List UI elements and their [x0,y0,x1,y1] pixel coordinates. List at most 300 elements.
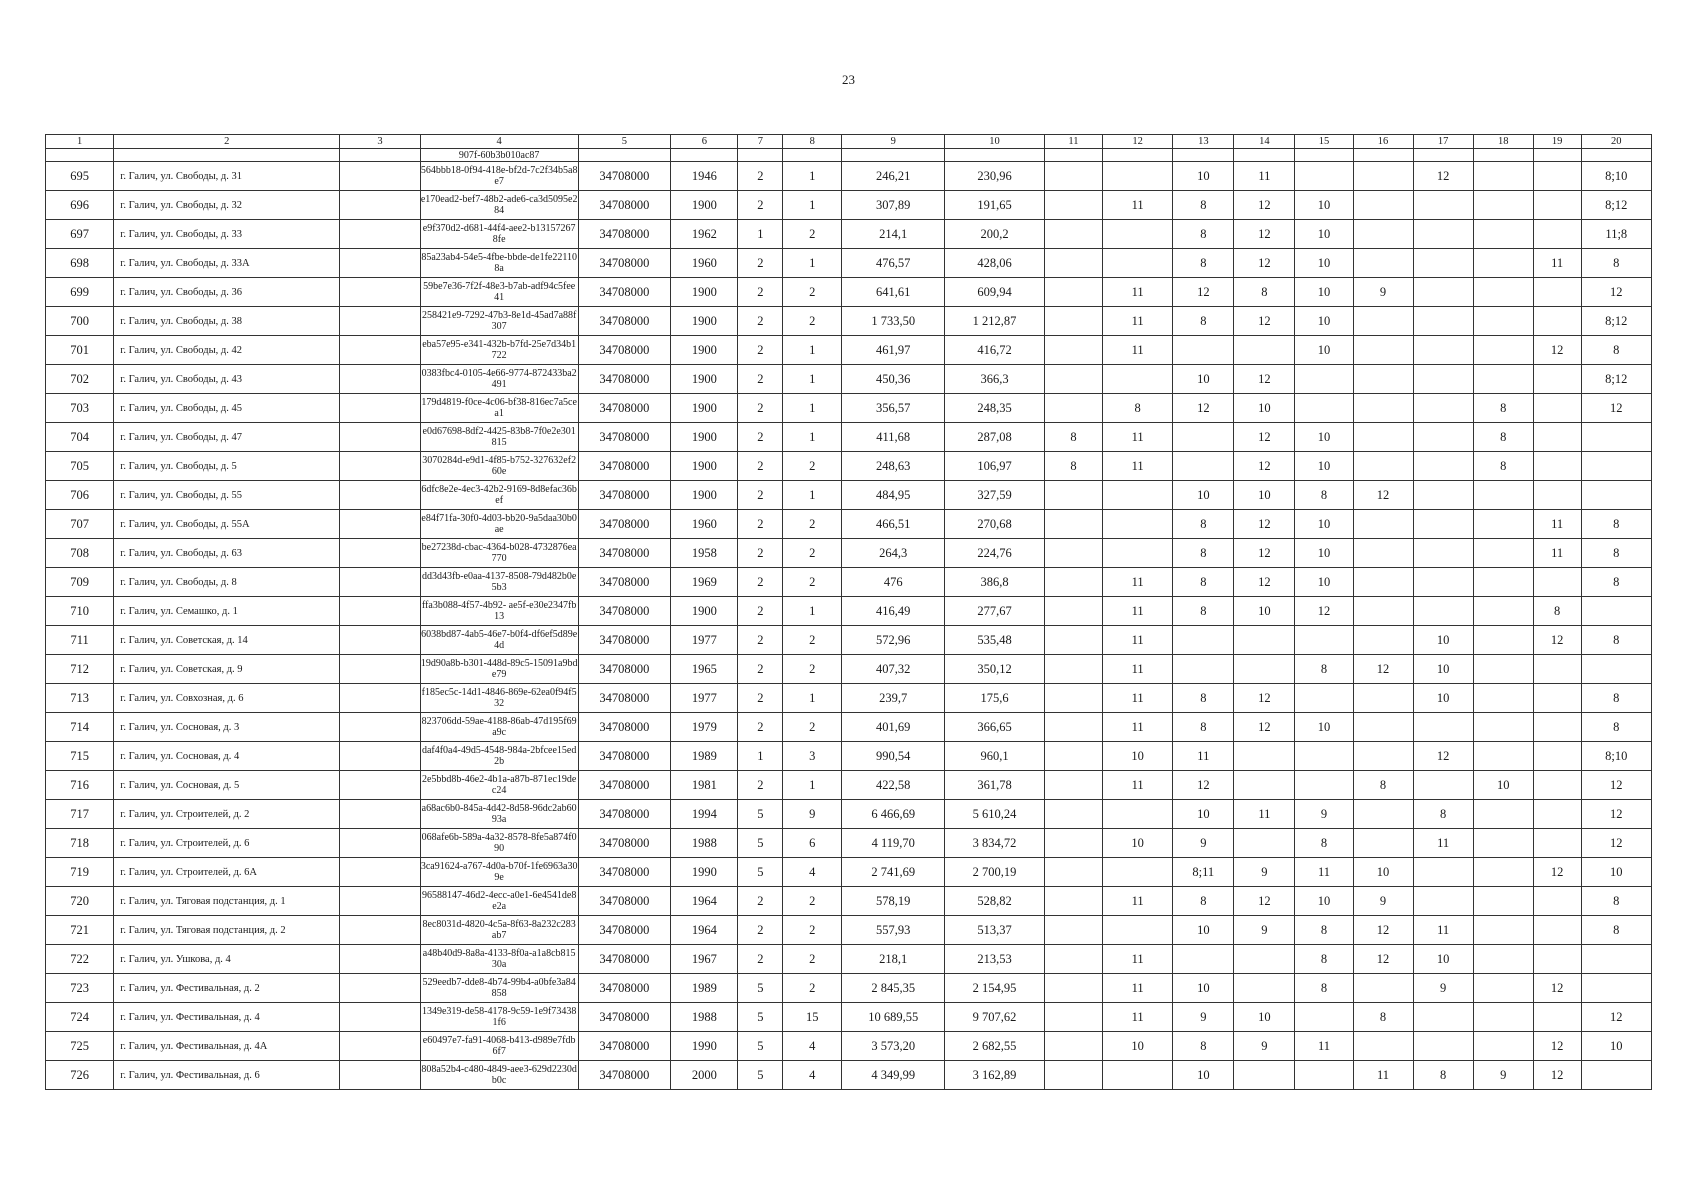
row-number-cell: 707 [46,510,114,539]
address-cell: г. Галич, ул. Свободы, д. 31 [114,162,340,191]
row-number-cell: 700 [46,307,114,336]
table-cell [1581,149,1651,162]
table-cell: 11 [1234,162,1295,191]
table-cell: 3 [783,742,842,771]
table-row [46,249,1652,278]
table-cell: 1962 [671,220,738,249]
table-cell: 10 [1173,481,1234,510]
table-cell: 10 [1234,597,1295,626]
table-cell [1103,1061,1173,1090]
table-cell: 264,3 [842,539,945,568]
guid-cell: e170ead2-bef7-48b2-ade6-ca3d5095e284 [420,191,578,220]
table-cell [1173,423,1234,452]
table-cell: 386,8 [945,568,1045,597]
table-cell [1533,1003,1581,1032]
table-cell: 641,61 [842,278,945,307]
table-cell [1295,771,1353,800]
address-cell: г. Галич, ул. Строителей, д. 6А [114,858,340,887]
table-cell: 1 [783,423,842,452]
table-cell: 366,3 [945,365,1045,394]
table-cell: 1960 [671,249,738,278]
table-cell: 2 [738,568,783,597]
table-cell: 1960 [671,510,738,539]
table-cell: 12 [1353,655,1413,684]
table-cell [1473,220,1533,249]
table-cell: 218,1 [842,945,945,974]
table-row [46,336,1652,365]
table-cell: 11 [1103,945,1173,974]
table-cell [1353,713,1413,742]
table-cell: 8 [1533,597,1581,626]
table-cell: 4 [783,1032,842,1061]
table-cell: 8 [1581,510,1651,539]
address-cell: г. Галич, ул. Сосновая, д. 5 [114,771,340,800]
table-cell: 2 741,69 [842,858,945,887]
row-number-cell: 719 [46,858,114,887]
table-cell: 2 [738,713,783,742]
table-cell [1295,1003,1353,1032]
table-header [46,135,1652,149]
table-cell [1103,481,1173,510]
address-cell: г. Галич, ул. Фестивальная, д. 4 [114,1003,340,1032]
table-cell [1581,452,1651,481]
table-cell: 8 [1295,974,1353,1003]
table-cell [340,887,420,916]
row-number-cell: 722 [46,945,114,974]
table-cell [1413,278,1473,307]
table-cell: 10 [1295,191,1353,220]
table-cell: 34708000 [578,800,671,829]
table-cell: 1969 [671,568,738,597]
table-row [46,597,1652,626]
table-cell: 350,12 [945,655,1045,684]
table-cell [1533,568,1581,597]
table-cell [1353,394,1413,423]
table-cell [1353,307,1413,336]
table-cell: 10 [1173,974,1234,1003]
table-cell: 1 [783,336,842,365]
table-cell [1473,162,1533,191]
table-cell: 34708000 [578,336,671,365]
table-cell: 8;12 [1581,365,1651,394]
table-cell: 461,97 [842,336,945,365]
table-cell: 1 [783,481,842,510]
table-cell [1173,336,1234,365]
table-cell [340,858,420,887]
table-cell: 10 [1173,162,1234,191]
table-cell: 2 [738,307,783,336]
table-cell: 10 [1473,771,1533,800]
table-cell [1234,1061,1295,1090]
table-cell: 411,68 [842,423,945,452]
table-cell: 34708000 [578,858,671,887]
guid-cell: 2e5bbd8b-46e2-4b1a-a87b-871ec19dec24 [420,771,578,800]
table-cell: 11 [1103,597,1173,626]
table-cell: 3 834,72 [945,829,1045,858]
table-cell: 4 [783,858,842,887]
row-number-cell: 699 [46,278,114,307]
table-row [46,365,1652,394]
table-cell: 3 573,20 [842,1032,945,1061]
table-cell [1234,626,1295,655]
data-table [45,134,1652,1090]
table-cell: 10 [1295,568,1353,597]
table-cell: 11 [1103,887,1173,916]
table-cell: 10 [1353,858,1413,887]
row-number-cell: 726 [46,1061,114,1090]
table-cell [1103,249,1173,278]
table-cell: 12 [1581,278,1651,307]
table-cell: 11 [1295,858,1353,887]
table-cell [1103,800,1173,829]
table-cell [340,149,420,162]
table-cell: 578,19 [842,887,945,916]
table-cell [1473,742,1533,771]
column-header-8: 8 [783,135,842,149]
column-header-20: 20 [1581,135,1651,149]
table-cell: 34708000 [578,307,671,336]
table-cell [1473,945,1533,974]
row-number-cell: 703 [46,394,114,423]
table-cell: 2 [783,307,842,336]
table-cell: 11 [1103,336,1173,365]
table-cell: 34708000 [578,829,671,858]
address-cell: г. Галич, ул. Свободы, д. 33А [114,249,340,278]
table-cell: 2 [738,249,783,278]
table-cell: 2 [738,510,783,539]
table-cell [1234,974,1295,1003]
guid-cell: f185ec5c-14d1-4846-869e-62ea0f94f532 [420,684,578,713]
table-cell: 8 [1173,510,1234,539]
table-cell [1295,365,1353,394]
address-cell: г. Галич, ул. Свободы, д. 43 [114,365,340,394]
table-row [46,568,1652,597]
table-cell [1353,220,1413,249]
table-cell [1044,597,1102,626]
table-cell: 1 [783,394,842,423]
table-cell: 1900 [671,307,738,336]
table-cell [945,149,1045,162]
table-cell: 8 [1173,597,1234,626]
table-cell: 1 733,50 [842,307,945,336]
table-cell: 2 700,19 [945,858,1045,887]
table-cell: 8;10 [1581,162,1651,191]
table-cell [1581,423,1651,452]
table-cell: 11 [1295,1032,1353,1061]
table-cell [340,597,420,626]
table-cell: 1 [783,191,842,220]
table-cell [1353,800,1413,829]
table-cell [1473,568,1533,597]
table-cell: 10 [1103,829,1173,858]
table-cell [1044,887,1102,916]
table-cell: 8 [1473,394,1533,423]
table-cell [1044,336,1102,365]
table-cell [1473,149,1533,162]
table-cell: 2 [783,452,842,481]
table-cell: 12 [1533,626,1581,655]
guid-cell: 6dfc8e2e-4ec3-42b2-9169-8d8efac36bef [420,481,578,510]
table-cell: 12 [1533,858,1581,887]
guid-cell: 068afe6b-589a-4a32-8578-8fe5a874f090 [420,829,578,858]
table-cell: 466,51 [842,510,945,539]
table-cell: 12 [1173,278,1234,307]
table-cell: 2 [738,684,783,713]
table-row [46,423,1652,452]
table-cell: 5 [738,829,783,858]
table-cell [1413,713,1473,742]
table-cell: 12 [1353,945,1413,974]
table-cell: 5 [738,800,783,829]
table-cell: 34708000 [578,249,671,278]
table-cell: 2 [783,974,842,1003]
table-cell: 34708000 [578,887,671,916]
table-cell [1044,829,1102,858]
table-cell: 609,94 [945,278,1045,307]
table-cell [1473,626,1533,655]
table-cell [1581,481,1651,510]
table-cell: 175,6 [945,684,1045,713]
table-cell [1413,858,1473,887]
table-cell: 12 [1234,684,1295,713]
table-cell: 11 [1103,191,1173,220]
row-number-cell: 724 [46,1003,114,1032]
table-cell [340,626,420,655]
column-header-19: 19 [1533,135,1581,149]
table-cell [1234,336,1295,365]
table-cell: 9 [1234,1032,1295,1061]
table-cell [1044,191,1102,220]
table-row [46,510,1652,539]
table-cell: 11;8 [1581,220,1651,249]
address-cell: г. Галич, ул. Ушкова, д. 4 [114,945,340,974]
table-cell: 2 [783,887,842,916]
table-row [46,394,1652,423]
table-cell: 513,37 [945,916,1045,945]
table-cell [340,568,420,597]
table-cell: 8 [1295,916,1353,945]
address-cell: г. Галич, ул. Строителей, д. 6 [114,829,340,858]
table-cell: 11 [1413,829,1473,858]
table-row [46,220,1652,249]
table-cell [1234,149,1295,162]
guid-cell: 823706dd-59ae-4188-86ab-47d195f69a9c [420,713,578,742]
row-number-cell: 715 [46,742,114,771]
table-cell [1044,307,1102,336]
guid-cell: 179d4819-f0ce-4c06-bf38-816ec7a5cea1 [420,394,578,423]
table-cell: 15 [783,1003,842,1032]
table-cell: 9 [1295,800,1353,829]
table-cell: 11 [1103,713,1173,742]
table-row [46,307,1652,336]
table-cell: 34708000 [578,162,671,191]
row-number-cell: 725 [46,1032,114,1061]
table-cell: 11 [1103,655,1173,684]
column-header-16: 16 [1353,135,1413,149]
table-cell: 9 [783,800,842,829]
table-cell: 2 [738,655,783,684]
table-cell: 10 [1295,307,1353,336]
table-cell [340,1061,420,1090]
table-cell: 10 [1234,1003,1295,1032]
table-cell: 248,63 [842,452,945,481]
row-number-cell: 710 [46,597,114,626]
table-cell: 8 [1413,1061,1473,1090]
table-cell [340,365,420,394]
table-cell: 11 [1103,307,1173,336]
table-cell [1044,278,1102,307]
table-cell [1533,713,1581,742]
table-cell [1295,742,1353,771]
table-cell: 12 [1234,887,1295,916]
table-cell: 12 [1533,1032,1581,1061]
column-header-15: 15 [1295,135,1353,149]
row-number-cell: 717 [46,800,114,829]
table-cell: 8 [1173,220,1234,249]
table-cell: 12 [1234,307,1295,336]
table-row [46,829,1652,858]
table-cell: 2 [738,945,783,974]
table-cell: 2 [783,220,842,249]
table-cell [1353,684,1413,713]
table-cell: 10 [1295,539,1353,568]
table-cell [1295,149,1353,162]
table-cell [1353,597,1413,626]
table-cell: 12 [1234,510,1295,539]
table-cell: 428,06 [945,249,1045,278]
table-cell: 8 [1103,394,1173,423]
table-cell: 1 [783,597,842,626]
table-cell: 5 [738,974,783,1003]
table-cell: 9 [1173,829,1234,858]
table-cell [340,162,420,191]
table-cell [1353,162,1413,191]
table-cell: 11 [1533,539,1581,568]
table-cell [1353,742,1413,771]
table-cell: 34708000 [578,655,671,684]
table-cell: 34708000 [578,597,671,626]
table-row [46,1032,1652,1061]
table-cell: 8 [1295,945,1353,974]
table-cell [1473,916,1533,945]
address-cell: г. Галич, ул. Свободы, д. 33 [114,220,340,249]
table-cell [1173,149,1234,162]
table-cell: 12 [1234,191,1295,220]
table-cell [1533,655,1581,684]
table-cell [1473,1003,1533,1032]
table-cell: 1946 [671,162,738,191]
table-cell [1413,887,1473,916]
address-cell: г. Галич, ул. Строителей, д. 2 [114,800,340,829]
table-cell [1044,149,1102,162]
column-header-10: 10 [945,135,1045,149]
table-cell: 12 [1413,162,1473,191]
table-cell: 1900 [671,481,738,510]
table-cell: 2 845,35 [842,974,945,1003]
table-cell [1473,191,1533,220]
table-cell [1234,829,1295,858]
table-cell: 8 [1473,423,1533,452]
table-cell [340,1003,420,1032]
table-cell: 2 [783,945,842,974]
table-cell: 416,49 [842,597,945,626]
table-cell [1044,655,1102,684]
table-cell: 2 [783,626,842,655]
table-cell [1533,307,1581,336]
table-cell [1473,829,1533,858]
table-cell: 356,57 [842,394,945,423]
table-cell [340,742,420,771]
table-cell: 34708000 [578,684,671,713]
table-cell [1533,149,1581,162]
column-header-3: 3 [340,135,420,149]
row-number-cell: 714 [46,713,114,742]
table-cell [1581,1061,1651,1090]
table-cell [1103,916,1173,945]
table-cell: 10 [1581,1032,1651,1061]
table-cell [1044,394,1102,423]
table-cell: 11 [1103,423,1173,452]
table-cell: 10 [1295,220,1353,249]
table-row [46,800,1652,829]
table-cell: 8 [1581,887,1651,916]
table-cell: 10 [1234,481,1295,510]
table-cell: 12 [1173,771,1234,800]
table-cell: 8 [1581,336,1651,365]
column-header-17: 17 [1413,135,1473,149]
row-number-cell: 713 [46,684,114,713]
table-cell [1103,149,1173,162]
table-cell [1044,568,1102,597]
table-cell: 12 [1533,1061,1581,1090]
table-cell: 34708000 [578,713,671,742]
address-cell: г. Галич, ул. Семашко, д. 1 [114,597,340,626]
table-cell: 8 [1173,191,1234,220]
table-cell [1044,916,1102,945]
table-cell [340,974,420,1003]
table-cell [1353,365,1413,394]
table-cell: 9 [1234,916,1295,945]
table-cell: 2 [738,916,783,945]
table-cell: 2 [783,539,842,568]
table-cell: 3 162,89 [945,1061,1045,1090]
table-cell: 11 [1103,626,1173,655]
guid-cell: 3ca91624-a767-4d0a-b70f-1fe6963a309e [420,858,578,887]
table-cell: 9 [1173,1003,1234,1032]
table-cell: 12 [1581,800,1651,829]
guid-cell: 258421e9-7292-47b3-8e1d-45ad7a88f307 [420,307,578,336]
table-row [46,887,1652,916]
table-cell [1473,336,1533,365]
table-cell: 572,96 [842,626,945,655]
table-cell: 12 [1533,336,1581,365]
table-cell [1044,249,1102,278]
row-number-cell: 704 [46,423,114,452]
column-header-13: 13 [1173,135,1234,149]
table-cell [1473,307,1533,336]
guid-cell: e60497e7-fa91-4068-b413-d989e7fdb6f7 [420,1032,578,1061]
table-cell [1044,1061,1102,1090]
table-row [46,278,1652,307]
table-cell [340,539,420,568]
address-cell: г. Галич, ул. Фестивальная, д. 4А [114,1032,340,1061]
table-cell [1533,278,1581,307]
table-cell [1353,249,1413,278]
table-cell: 5 610,24 [945,800,1045,829]
table-cell [1413,1032,1473,1061]
address-cell: г. Галич, ул. Фестивальная, д. 6 [114,1061,340,1090]
table-cell: 8 [1581,249,1651,278]
